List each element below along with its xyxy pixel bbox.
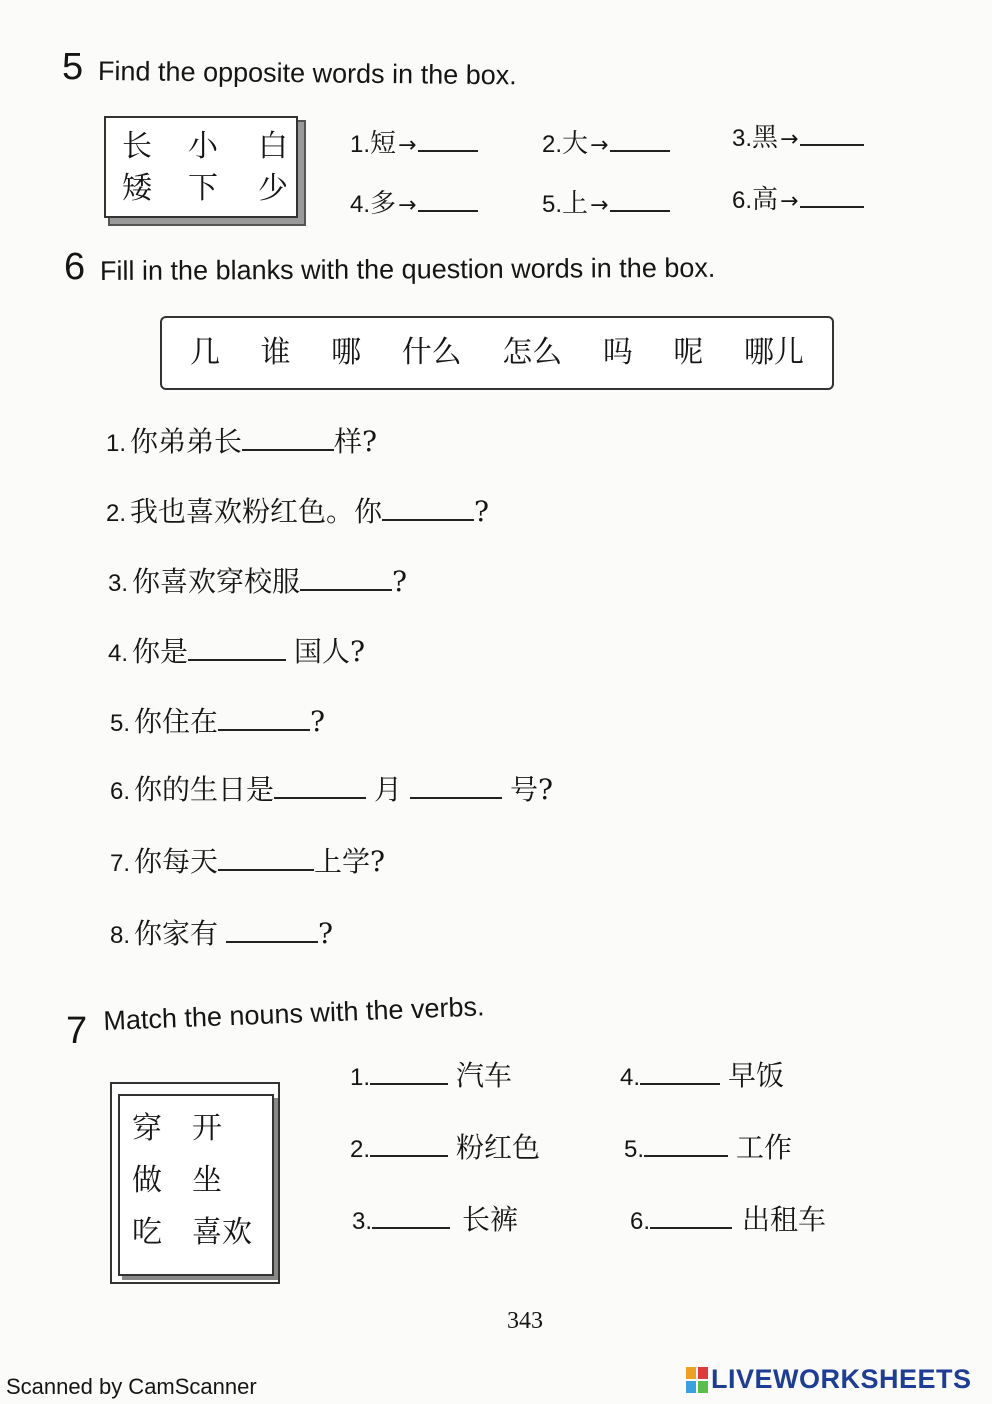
question-number: 7. bbox=[110, 850, 131, 877]
question-number: 8. bbox=[110, 922, 131, 949]
answer-blank[interactable] bbox=[218, 869, 314, 871]
item-number: 3. bbox=[732, 125, 753, 152]
answer-blank[interactable] bbox=[218, 729, 310, 731]
arrow-icon: → bbox=[398, 193, 417, 218]
question-number: 1. bbox=[106, 430, 127, 457]
box-word: 吗 bbox=[602, 335, 633, 370]
match-item-2 bbox=[350, 1131, 541, 1164]
question-text: 你是 bbox=[132, 635, 189, 668]
section-6-title: Fill in the blanks with the question words in the box. bbox=[99, 252, 716, 286]
item-word: 黑 bbox=[752, 123, 779, 153]
answer-blank[interactable] bbox=[640, 1083, 720, 1085]
box-word: 吃 bbox=[132, 1215, 162, 1250]
question-text: 你住在 bbox=[134, 705, 219, 738]
item-noun: 粉红色 bbox=[456, 1131, 541, 1164]
box-word: 少 bbox=[258, 171, 288, 206]
item-word: 高 bbox=[752, 185, 779, 215]
arrow-icon: → bbox=[398, 133, 417, 158]
liveworksheets-logo-icon bbox=[686, 1367, 708, 1393]
box-word: 怎么 bbox=[502, 335, 563, 370]
box-word: 什么 bbox=[401, 335, 462, 370]
logo-square bbox=[686, 1381, 696, 1393]
box-word: 坐 bbox=[192, 1163, 222, 1198]
question-4 bbox=[108, 635, 366, 668]
question-number: 6. bbox=[110, 778, 131, 805]
question-7 bbox=[110, 845, 386, 878]
answer-blank[interactable] bbox=[610, 150, 670, 152]
box-word: 哪 bbox=[331, 335, 362, 370]
answer-blank[interactable] bbox=[382, 519, 474, 521]
question-text: 样? bbox=[334, 425, 378, 458]
box-word: 白 bbox=[258, 129, 288, 164]
match-item-1 bbox=[350, 1059, 513, 1092]
page-number: 343 bbox=[507, 1308, 543, 1334]
question-1 bbox=[106, 425, 378, 458]
box-word: 长 bbox=[122, 129, 152, 164]
opposite-item-2 bbox=[542, 130, 670, 157]
question-text: 你家有 bbox=[134, 917, 219, 950]
question-text: 上学? bbox=[314, 845, 386, 878]
box-word: 喜欢 bbox=[192, 1215, 252, 1250]
item-number: 4. bbox=[620, 1064, 641, 1091]
box-word: 矮 bbox=[122, 171, 152, 206]
question-number: 4. bbox=[108, 640, 129, 667]
section-7-number: 7 bbox=[66, 1010, 88, 1052]
scanner-watermark: Scanned by CamScanner bbox=[6, 1374, 257, 1399]
item-word: 上 bbox=[562, 189, 589, 219]
match-item-5 bbox=[624, 1131, 793, 1164]
answer-blank[interactable] bbox=[370, 1083, 448, 1085]
answer-blank[interactable] bbox=[650, 1227, 732, 1229]
section-5-title: Find the opposite words in the box. bbox=[97, 56, 517, 91]
item-number: 3. bbox=[352, 1208, 373, 1235]
box-word: 几 bbox=[190, 335, 220, 370]
opposite-item-4 bbox=[350, 190, 478, 217]
box-word: 穿 bbox=[132, 1111, 162, 1146]
question-text: ? bbox=[318, 917, 334, 950]
answer-blank[interactable] bbox=[410, 797, 502, 799]
item-word: 大 bbox=[562, 129, 589, 159]
question-text: 你喜欢穿校服 bbox=[132, 565, 301, 598]
opposite-item-5 bbox=[542, 190, 670, 217]
question-number: 2. bbox=[106, 500, 127, 527]
answer-blank[interactable] bbox=[226, 941, 318, 943]
answer-blank[interactable] bbox=[610, 210, 670, 212]
question-6 bbox=[110, 773, 554, 806]
question-words-box bbox=[160, 316, 834, 390]
answer-blank[interactable] bbox=[800, 144, 864, 146]
section-5-number: 5 bbox=[62, 46, 84, 88]
box-word: 开 bbox=[192, 1111, 222, 1146]
logo-square bbox=[698, 1381, 708, 1393]
item-number: 6. bbox=[732, 187, 753, 214]
liveworksheets-logo[interactable] bbox=[686, 1364, 972, 1395]
arrow-icon: → bbox=[590, 193, 609, 218]
item-noun: 长裤 bbox=[462, 1203, 519, 1236]
item-number: 5. bbox=[624, 1136, 645, 1163]
item-number: 1. bbox=[350, 1064, 371, 1091]
box-word: 哪儿 bbox=[743, 335, 804, 370]
opposite-words-box bbox=[104, 116, 298, 218]
match-item-4 bbox=[620, 1059, 785, 1092]
question-text: 我也喜欢粉红色。你 bbox=[130, 495, 383, 528]
question-text: 你弟弟长 bbox=[130, 425, 243, 458]
box-word: 下 bbox=[188, 171, 218, 206]
opposite-item-3 bbox=[732, 124, 864, 151]
question-text: 号? bbox=[510, 773, 554, 806]
answer-blank[interactable] bbox=[800, 206, 864, 208]
answer-blank[interactable] bbox=[418, 150, 478, 152]
answer-blank[interactable] bbox=[370, 1155, 448, 1157]
opposite-item-1 bbox=[350, 130, 478, 157]
question-3 bbox=[108, 565, 408, 598]
section-7-title: Match the nouns with the verbs. bbox=[102, 991, 485, 1036]
question-2 bbox=[106, 495, 490, 528]
arrow-icon: → bbox=[590, 133, 609, 158]
item-number: 2. bbox=[542, 131, 563, 158]
question-number: 5. bbox=[110, 710, 131, 737]
verbs-box bbox=[118, 1094, 274, 1276]
section-6-number: 6 bbox=[64, 246, 86, 288]
answer-blank[interactable] bbox=[274, 797, 366, 799]
opposite-item-6 bbox=[732, 186, 864, 213]
arrow-icon: → bbox=[780, 189, 799, 214]
item-number: 5. bbox=[542, 191, 563, 218]
question-text: ? bbox=[310, 705, 326, 738]
question-number: 3. bbox=[108, 570, 129, 597]
item-noun: 汽车 bbox=[456, 1059, 513, 1092]
question-text: 你每天 bbox=[134, 845, 219, 878]
answer-blank[interactable] bbox=[644, 1155, 728, 1157]
answer-blank[interactable] bbox=[418, 210, 478, 212]
liveworksheets-brand-text: LIVEWORKSHEETS bbox=[711, 1364, 972, 1394]
answer-blank[interactable] bbox=[372, 1227, 450, 1229]
box-word: 小 bbox=[188, 129, 218, 164]
arrow-icon: → bbox=[780, 127, 799, 152]
item-noun: 工作 bbox=[736, 1131, 793, 1164]
item-number: 2. bbox=[350, 1136, 371, 1163]
question-text: 国人? bbox=[294, 635, 366, 668]
box-word: 谁 bbox=[260, 335, 291, 370]
item-word: 短 bbox=[370, 129, 397, 159]
question-text: ? bbox=[474, 495, 490, 528]
match-item-6 bbox=[630, 1203, 827, 1236]
answer-blank[interactable] bbox=[242, 449, 334, 451]
question-text: ? bbox=[392, 565, 408, 598]
item-number: 1. bbox=[350, 131, 371, 158]
item-noun: 早饭 bbox=[728, 1059, 785, 1092]
question-8 bbox=[110, 917, 334, 950]
question-text: 月 bbox=[374, 773, 403, 806]
match-item-3 bbox=[352, 1203, 519, 1236]
answer-blank[interactable] bbox=[188, 659, 286, 661]
logo-square bbox=[698, 1367, 708, 1379]
item-number: 6. bbox=[630, 1208, 651, 1235]
box-word: 做 bbox=[132, 1163, 162, 1198]
item-word: 多 bbox=[370, 189, 397, 219]
logo-square bbox=[686, 1367, 696, 1379]
item-noun: 出租车 bbox=[742, 1203, 827, 1236]
question-5 bbox=[110, 705, 326, 738]
question-text: 你的生日是 bbox=[134, 773, 275, 806]
answer-blank[interactable] bbox=[300, 589, 392, 591]
box-word: 呢 bbox=[673, 335, 704, 370]
item-number: 4. bbox=[350, 191, 371, 218]
